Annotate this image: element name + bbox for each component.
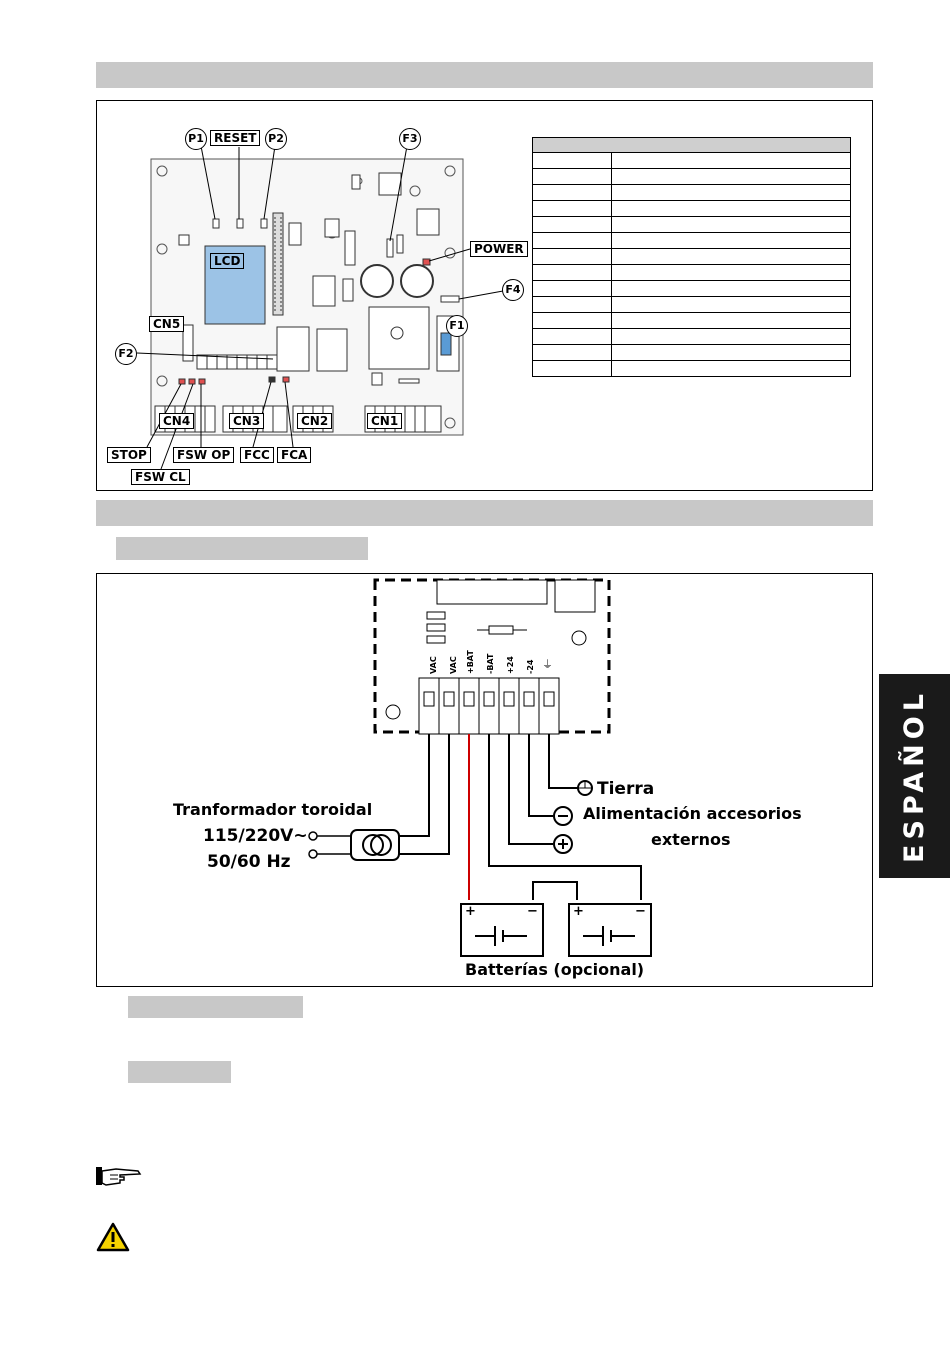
warning-icon bbox=[96, 1222, 130, 1252]
pointing-hand-icon bbox=[96, 1165, 142, 1187]
label-lcd: LCD bbox=[210, 253, 244, 269]
language-tab bbox=[879, 674, 950, 878]
label-cn5: CN5 bbox=[149, 316, 184, 332]
table-row bbox=[533, 345, 851, 361]
label-fca: FCA bbox=[277, 447, 311, 463]
terminal-label-vac-1: VAC bbox=[429, 656, 438, 674]
fuse-table-header bbox=[533, 138, 851, 153]
label-cn3: CN3 bbox=[229, 413, 264, 429]
fuse-table bbox=[532, 137, 851, 377]
battery-1-plus: + bbox=[465, 904, 476, 919]
terminal-label-plus-bat: +BAT bbox=[466, 650, 475, 674]
battery-2-plus: + bbox=[573, 904, 584, 919]
alimentacion-label: Alimentación accesorios bbox=[583, 804, 802, 823]
table-row bbox=[533, 201, 851, 217]
label-fcc: FCC bbox=[240, 447, 274, 463]
voltage-label: 115/220V~ bbox=[203, 826, 308, 846]
externos-label: externos bbox=[651, 830, 731, 849]
label-stop: STOP bbox=[107, 447, 151, 463]
label-p1: P1 bbox=[185, 128, 207, 150]
frequency-label: 50/60 Hz bbox=[207, 852, 291, 872]
battery-2-minus: − bbox=[635, 904, 646, 919]
table-row bbox=[533, 361, 851, 377]
table-row bbox=[533, 185, 851, 201]
subsection-bar-1 bbox=[116, 537, 368, 560]
battery-1-minus: − bbox=[527, 904, 538, 919]
terminal-label-vac-2: VAC bbox=[449, 656, 458, 674]
table-row bbox=[533, 233, 851, 249]
wiring-diagram-frame bbox=[96, 573, 873, 987]
table-row bbox=[533, 249, 851, 265]
terminal-label-minus-bat: -BAT bbox=[486, 653, 495, 674]
label-f2: F2 bbox=[115, 343, 137, 365]
label-reset: RESET bbox=[210, 130, 260, 146]
section-header-bar-2 bbox=[96, 500, 873, 526]
tierra-label: Tierra bbox=[597, 779, 655, 799]
table-row bbox=[533, 265, 851, 281]
terminal-label-plus-24: +24 bbox=[506, 656, 515, 674]
transformer-label: Tranformador toroidal bbox=[173, 800, 373, 819]
terminal-label-minus-24: -24 bbox=[526, 659, 535, 674]
table-row bbox=[533, 281, 851, 297]
table-row bbox=[533, 169, 851, 185]
label-cn2: CN2 bbox=[297, 413, 332, 429]
subsection-bar-3 bbox=[128, 1061, 231, 1083]
label-power: POWER bbox=[470, 241, 528, 257]
table-row bbox=[533, 297, 851, 313]
subsection-bar-2 bbox=[128, 996, 303, 1018]
label-fsw-op: FSW OP bbox=[173, 447, 234, 463]
batteries-label: Batterías (opcional) bbox=[465, 960, 645, 979]
table-row bbox=[533, 329, 851, 345]
label-cn1: CN1 bbox=[367, 413, 402, 429]
label-cn4: CN4 bbox=[159, 413, 194, 429]
terminal-ground-icon: ⏚ bbox=[542, 658, 553, 671]
label-f3: F3 bbox=[399, 128, 421, 150]
label-f1: F1 bbox=[446, 315, 468, 337]
section-header-bar-1 bbox=[96, 62, 873, 88]
label-f4: F4 bbox=[502, 279, 524, 301]
wiring-drawing bbox=[97, 574, 872, 986]
language-tab-label: ESPAÑOL bbox=[899, 689, 930, 863]
label-fsw-cl: FSW CL bbox=[131, 469, 190, 485]
label-p2: P2 bbox=[265, 128, 287, 150]
table-row bbox=[533, 217, 851, 233]
table-row bbox=[533, 153, 851, 169]
table-row bbox=[533, 313, 851, 329]
